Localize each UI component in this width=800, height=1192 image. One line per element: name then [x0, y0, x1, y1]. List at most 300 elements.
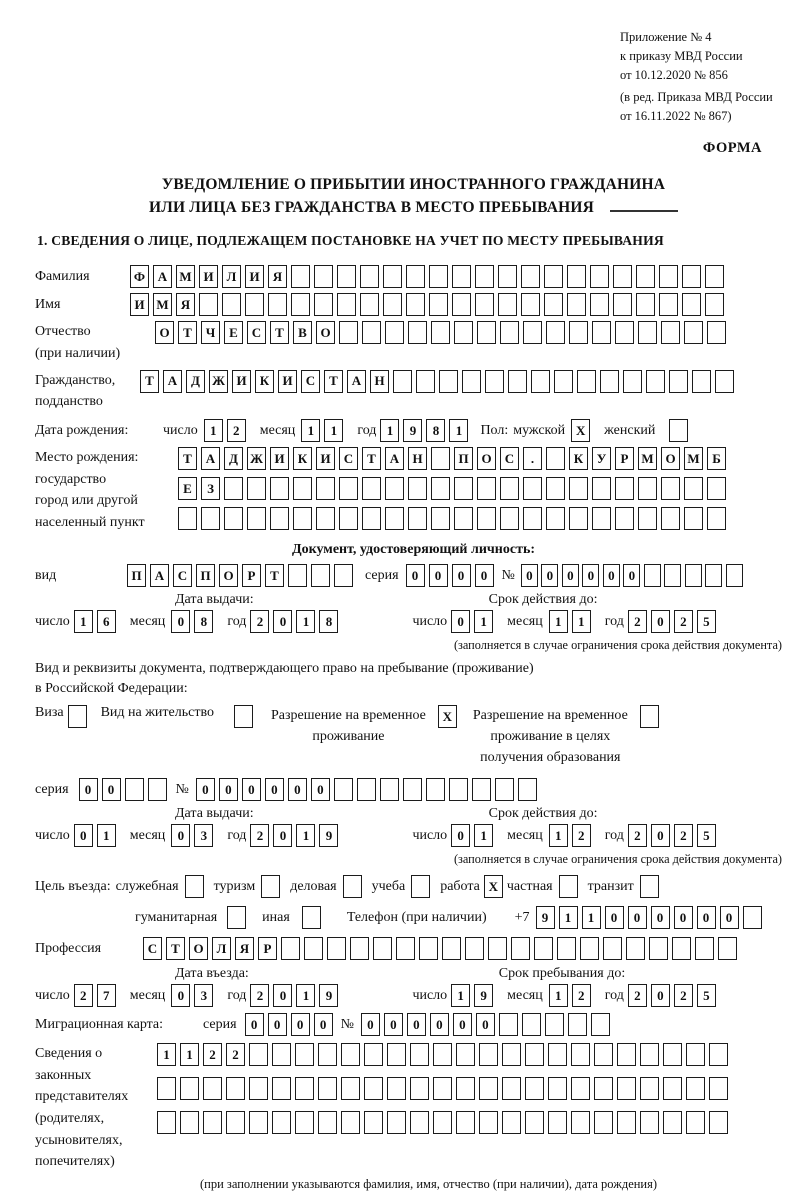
- char-box[interactable]: [406, 293, 425, 316]
- char-box[interactable]: Ч: [201, 321, 220, 344]
- char-box[interactable]: [718, 937, 737, 960]
- char-box[interactable]: 0: [291, 1013, 310, 1036]
- char-box[interactable]: [288, 564, 307, 587]
- char-box[interactable]: Я: [235, 937, 254, 960]
- char-box[interactable]: [511, 937, 530, 960]
- char-box[interactable]: [705, 265, 724, 288]
- char-box[interactable]: [672, 937, 691, 960]
- char-box[interactable]: [341, 1043, 360, 1066]
- char-box[interactable]: [337, 265, 356, 288]
- char-box[interactable]: [571, 1111, 590, 1134]
- char-box[interactable]: [226, 1077, 245, 1100]
- char-box[interactable]: [479, 1111, 498, 1134]
- doc-valid-year-input[interactable]: [628, 610, 720, 633]
- char-box[interactable]: 0: [288, 778, 307, 801]
- char-box[interactable]: [685, 564, 702, 587]
- char-box[interactable]: 0: [273, 984, 292, 1007]
- char-box[interactable]: [590, 293, 609, 316]
- doc-series-input[interactable]: [406, 564, 498, 587]
- char-box[interactable]: [571, 1043, 590, 1066]
- char-box[interactable]: [663, 1077, 682, 1100]
- char-box[interactable]: [709, 1077, 728, 1100]
- char-box[interactable]: [341, 1111, 360, 1134]
- char-box[interactable]: [591, 1013, 610, 1036]
- char-box[interactable]: 2: [674, 824, 693, 847]
- char-box[interactable]: 0: [697, 906, 716, 929]
- char-box[interactable]: 0: [720, 906, 739, 929]
- char-box[interactable]: [726, 564, 743, 587]
- char-box[interactable]: [568, 1013, 587, 1036]
- char-box[interactable]: [500, 321, 519, 344]
- char-box[interactable]: [245, 293, 264, 316]
- char-box[interactable]: [304, 937, 323, 960]
- char-box[interactable]: [523, 477, 542, 500]
- char-box[interactable]: [387, 1111, 406, 1134]
- char-box[interactable]: [360, 265, 379, 288]
- char-box[interactable]: [617, 1111, 636, 1134]
- char-box[interactable]: [567, 265, 586, 288]
- char-box[interactable]: [268, 293, 287, 316]
- char-box[interactable]: 2: [250, 610, 269, 633]
- char-box[interactable]: [534, 937, 553, 960]
- char-box[interactable]: 8: [194, 610, 213, 633]
- char-box[interactable]: [270, 507, 289, 530]
- char-box[interactable]: 0: [475, 564, 494, 587]
- char-box[interactable]: Ж: [209, 370, 228, 393]
- char-box[interactable]: Н: [370, 370, 389, 393]
- birth-place-input-row2[interactable]: [178, 477, 730, 500]
- mig-number-input[interactable]: [361, 1013, 614, 1036]
- char-box[interactable]: 2: [203, 1043, 222, 1066]
- char-box[interactable]: [318, 1077, 337, 1100]
- char-box[interactable]: 2: [250, 984, 269, 1007]
- char-box[interactable]: [431, 321, 450, 344]
- char-box[interactable]: [270, 477, 289, 500]
- char-box[interactable]: Ж: [247, 447, 266, 470]
- char-box[interactable]: [488, 937, 507, 960]
- char-box[interactable]: 1: [559, 906, 578, 929]
- char-box[interactable]: [594, 1043, 613, 1066]
- char-box[interactable]: [433, 1043, 452, 1066]
- phone-input[interactable]: [536, 906, 766, 929]
- char-box[interactable]: Ф: [130, 265, 149, 288]
- char-box[interactable]: .: [523, 447, 542, 470]
- char-box[interactable]: [684, 507, 703, 530]
- char-box[interactable]: [705, 293, 724, 316]
- char-box[interactable]: 0: [453, 1013, 472, 1036]
- temp-residence-edu-checkbox[interactable]: [640, 705, 659, 728]
- char-box[interactable]: [475, 265, 494, 288]
- birth-year-input[interactable]: [380, 419, 472, 442]
- char-box[interactable]: [362, 507, 381, 530]
- char-box[interactable]: 1: [180, 1043, 199, 1066]
- char-box[interactable]: [613, 265, 632, 288]
- char-box[interactable]: [383, 265, 402, 288]
- char-box[interactable]: [508, 370, 527, 393]
- char-box[interactable]: 0: [429, 564, 448, 587]
- char-box[interactable]: [410, 1043, 429, 1066]
- char-box[interactable]: 1: [296, 610, 315, 633]
- char-box[interactable]: И: [278, 370, 297, 393]
- char-box[interactable]: 0: [314, 1013, 333, 1036]
- doc-issue-day-input[interactable]: [74, 610, 120, 633]
- char-box[interactable]: [523, 507, 542, 530]
- char-box[interactable]: 5: [697, 824, 716, 847]
- char-box[interactable]: [499, 1013, 518, 1036]
- char-box[interactable]: [408, 321, 427, 344]
- char-box[interactable]: [272, 1111, 291, 1134]
- char-box[interactable]: [615, 321, 634, 344]
- char-box[interactable]: 0: [171, 610, 190, 633]
- char-box[interactable]: 1: [549, 610, 568, 633]
- char-box[interactable]: [201, 507, 220, 530]
- entry-year-input[interactable]: [250, 984, 342, 1007]
- char-box[interactable]: Р: [615, 447, 634, 470]
- char-box[interactable]: В: [293, 321, 312, 344]
- char-box[interactable]: Р: [258, 937, 277, 960]
- char-box[interactable]: [314, 265, 333, 288]
- res-series-input[interactable]: [79, 778, 171, 801]
- char-box[interactable]: 0: [541, 564, 558, 587]
- purpose-work-checkbox[interactable]: X: [484, 875, 503, 898]
- char-box[interactable]: [373, 937, 392, 960]
- char-box[interactable]: [226, 1111, 245, 1134]
- char-box[interactable]: [293, 477, 312, 500]
- char-box[interactable]: [661, 321, 680, 344]
- char-box[interactable]: С: [143, 937, 162, 960]
- char-box[interactable]: М: [638, 447, 657, 470]
- char-box[interactable]: [709, 1043, 728, 1066]
- char-box[interactable]: [408, 477, 427, 500]
- char-box[interactable]: [682, 293, 701, 316]
- char-box[interactable]: 1: [549, 984, 568, 1007]
- char-box[interactable]: [525, 1043, 544, 1066]
- char-box[interactable]: 1: [582, 906, 601, 929]
- char-box[interactable]: 0: [384, 1013, 403, 1036]
- char-box[interactable]: О: [477, 447, 496, 470]
- legal-reps-input-row1[interactable]: [157, 1043, 732, 1066]
- char-box[interactable]: 8: [319, 610, 338, 633]
- char-box[interactable]: И: [270, 447, 289, 470]
- char-box[interactable]: 0: [102, 778, 121, 801]
- char-box[interactable]: [567, 293, 586, 316]
- res-valid-month-input[interactable]: [549, 824, 595, 847]
- visa-checkbox[interactable]: [68, 705, 87, 728]
- char-box[interactable]: Т: [362, 447, 381, 470]
- char-box[interactable]: Я: [268, 265, 287, 288]
- char-box[interactable]: 0: [651, 906, 670, 929]
- char-box[interactable]: [617, 1043, 636, 1066]
- char-box[interactable]: И: [199, 265, 218, 288]
- char-box[interactable]: [649, 937, 668, 960]
- char-box[interactable]: [626, 937, 645, 960]
- char-box[interactable]: [531, 370, 550, 393]
- char-box[interactable]: 0: [406, 564, 425, 587]
- char-box[interactable]: 2: [674, 610, 693, 633]
- char-box[interactable]: [623, 370, 642, 393]
- char-box[interactable]: [272, 1077, 291, 1100]
- char-box[interactable]: [594, 1077, 613, 1100]
- char-box[interactable]: [157, 1111, 176, 1134]
- char-box[interactable]: [477, 507, 496, 530]
- char-box[interactable]: Д: [186, 370, 205, 393]
- char-box[interactable]: К: [293, 447, 312, 470]
- char-box[interactable]: 7: [97, 984, 116, 1007]
- char-box[interactable]: [454, 477, 473, 500]
- doc-issue-month-input[interactable]: [171, 610, 217, 633]
- char-box[interactable]: [454, 507, 473, 530]
- char-box[interactable]: М: [153, 293, 172, 316]
- surname-input[interactable]: [130, 265, 728, 288]
- char-box[interactable]: [334, 564, 353, 587]
- given-name-input[interactable]: [130, 293, 728, 316]
- char-box[interactable]: [500, 507, 519, 530]
- char-box[interactable]: К: [255, 370, 274, 393]
- res-issue-day-input[interactable]: [74, 824, 120, 847]
- char-box[interactable]: 1: [301, 419, 320, 442]
- char-box[interactable]: 0: [430, 1013, 449, 1036]
- char-box[interactable]: [569, 507, 588, 530]
- char-box[interactable]: 2: [227, 419, 246, 442]
- char-box[interactable]: [364, 1077, 383, 1100]
- char-box[interactable]: П: [127, 564, 146, 587]
- char-box[interactable]: И: [245, 265, 264, 288]
- char-box[interactable]: 0: [582, 564, 599, 587]
- char-box[interactable]: [403, 778, 422, 801]
- char-box[interactable]: [431, 507, 450, 530]
- char-box[interactable]: [327, 937, 346, 960]
- char-box[interactable]: [272, 1043, 291, 1066]
- char-box[interactable]: [661, 477, 680, 500]
- char-box[interactable]: Т: [324, 370, 343, 393]
- char-box[interactable]: [439, 370, 458, 393]
- char-box[interactable]: Н: [408, 447, 427, 470]
- char-box[interactable]: 6: [97, 610, 116, 633]
- char-box[interactable]: [577, 370, 596, 393]
- char-box[interactable]: 2: [250, 824, 269, 847]
- stay-year-input[interactable]: [628, 984, 720, 1007]
- char-box[interactable]: 1: [549, 824, 568, 847]
- char-box[interactable]: [544, 265, 563, 288]
- char-box[interactable]: [360, 293, 379, 316]
- char-box[interactable]: И: [316, 447, 335, 470]
- char-box[interactable]: 2: [572, 824, 591, 847]
- char-box[interactable]: 0: [521, 564, 538, 587]
- char-box[interactable]: [590, 265, 609, 288]
- char-box[interactable]: 3: [194, 824, 213, 847]
- char-box[interactable]: [686, 1043, 705, 1066]
- char-box[interactable]: [707, 507, 726, 530]
- char-box[interactable]: Д: [224, 447, 243, 470]
- char-box[interactable]: [638, 477, 657, 500]
- char-box[interactable]: [364, 1043, 383, 1066]
- char-box[interactable]: [743, 906, 762, 929]
- char-box[interactable]: [707, 477, 726, 500]
- char-box[interactable]: 1: [451, 984, 470, 1007]
- char-box[interactable]: [592, 507, 611, 530]
- char-box[interactable]: [686, 1077, 705, 1100]
- char-box[interactable]: [316, 507, 335, 530]
- char-box[interactable]: [433, 1077, 452, 1100]
- char-box[interactable]: [479, 1077, 498, 1100]
- char-box[interactable]: [380, 778, 399, 801]
- char-box[interactable]: [554, 370, 573, 393]
- char-box[interactable]: [557, 937, 576, 960]
- char-box[interactable]: Б: [707, 447, 726, 470]
- char-box[interactable]: [545, 1013, 564, 1036]
- char-box[interactable]: [571, 1077, 590, 1100]
- doc-number-input[interactable]: [521, 564, 747, 587]
- char-box[interactable]: 2: [74, 984, 93, 1007]
- char-box[interactable]: [661, 507, 680, 530]
- char-box[interactable]: А: [201, 447, 220, 470]
- char-box[interactable]: [293, 507, 312, 530]
- char-box[interactable]: [705, 564, 722, 587]
- patronymic-input[interactable]: [155, 321, 730, 344]
- char-box[interactable]: [521, 293, 540, 316]
- char-box[interactable]: [546, 477, 565, 500]
- char-box[interactable]: [462, 370, 481, 393]
- char-box[interactable]: [456, 1043, 475, 1066]
- char-box[interactable]: 0: [407, 1013, 426, 1036]
- char-box[interactable]: 0: [605, 906, 624, 929]
- doc-issue-year-input[interactable]: [250, 610, 342, 633]
- char-box[interactable]: [715, 370, 734, 393]
- char-box[interactable]: [410, 1111, 429, 1134]
- char-box[interactable]: [592, 321, 611, 344]
- char-box[interactable]: [339, 321, 358, 344]
- purpose-study-checkbox[interactable]: [411, 875, 430, 898]
- char-box[interactable]: [431, 477, 450, 500]
- char-box[interactable]: [669, 370, 688, 393]
- char-box[interactable]: З: [201, 477, 220, 500]
- char-box[interactable]: 2: [572, 984, 591, 1007]
- char-box[interactable]: 0: [171, 984, 190, 1007]
- char-box[interactable]: [337, 293, 356, 316]
- char-box[interactable]: [485, 370, 504, 393]
- purpose-other-checkbox[interactable]: [302, 906, 321, 929]
- char-box[interactable]: 0: [273, 824, 292, 847]
- char-box[interactable]: 0: [171, 824, 190, 847]
- char-box[interactable]: [199, 293, 218, 316]
- char-box[interactable]: [495, 778, 514, 801]
- char-box[interactable]: 0: [219, 778, 238, 801]
- char-box[interactable]: 2: [226, 1043, 245, 1066]
- char-box[interactable]: 0: [623, 564, 640, 587]
- birth-day-input[interactable]: [204, 419, 250, 442]
- char-box[interactable]: [709, 1111, 728, 1134]
- char-box[interactable]: П: [454, 447, 473, 470]
- char-box[interactable]: [525, 1077, 544, 1100]
- char-box[interactable]: [580, 937, 599, 960]
- char-box[interactable]: [385, 321, 404, 344]
- char-box[interactable]: [396, 937, 415, 960]
- char-box[interactable]: [203, 1111, 222, 1134]
- char-box[interactable]: 9: [536, 906, 555, 929]
- char-box[interactable]: С: [339, 447, 358, 470]
- char-box[interactable]: [477, 477, 496, 500]
- char-box[interactable]: [640, 1077, 659, 1100]
- char-box[interactable]: П: [196, 564, 215, 587]
- char-box[interactable]: [316, 477, 335, 500]
- char-box[interactable]: М: [684, 447, 703, 470]
- char-box[interactable]: [157, 1077, 176, 1100]
- purpose-tourism-checkbox[interactable]: [261, 875, 280, 898]
- char-box[interactable]: Т: [140, 370, 159, 393]
- char-box[interactable]: [452, 293, 471, 316]
- char-box[interactable]: [222, 293, 241, 316]
- char-box[interactable]: [383, 293, 402, 316]
- char-box[interactable]: 1: [324, 419, 343, 442]
- char-box[interactable]: Р: [242, 564, 261, 587]
- char-box[interactable]: А: [385, 447, 404, 470]
- char-box[interactable]: [339, 477, 358, 500]
- char-box[interactable]: [357, 778, 376, 801]
- char-box[interactable]: [387, 1043, 406, 1066]
- char-box[interactable]: [502, 1043, 521, 1066]
- char-box[interactable]: [429, 293, 448, 316]
- temp-residence-checkbox[interactable]: X: [438, 705, 457, 728]
- char-box[interactable]: 0: [265, 778, 284, 801]
- char-box[interactable]: [318, 1043, 337, 1066]
- char-box[interactable]: 0: [603, 564, 620, 587]
- char-box[interactable]: [475, 293, 494, 316]
- char-box[interactable]: 1: [74, 610, 93, 633]
- char-box[interactable]: 0: [245, 1013, 264, 1036]
- legal-reps-input-row3[interactable]: [157, 1111, 732, 1134]
- char-box[interactable]: 0: [651, 610, 670, 633]
- char-box[interactable]: 0: [196, 778, 215, 801]
- citizenship-input[interactable]: [140, 370, 738, 393]
- char-box[interactable]: [385, 477, 404, 500]
- char-box[interactable]: [636, 293, 655, 316]
- char-box[interactable]: [125, 778, 144, 801]
- char-box[interactable]: [419, 937, 438, 960]
- purpose-official-checkbox[interactable]: [185, 875, 204, 898]
- char-box[interactable]: С: [247, 321, 266, 344]
- char-box[interactable]: [638, 507, 657, 530]
- char-box[interactable]: 1: [97, 824, 116, 847]
- char-box[interactable]: И: [130, 293, 149, 316]
- char-box[interactable]: О: [661, 447, 680, 470]
- char-box[interactable]: [318, 1111, 337, 1134]
- char-box[interactable]: [600, 370, 619, 393]
- char-box[interactable]: [617, 1077, 636, 1100]
- char-box[interactable]: [295, 1111, 314, 1134]
- char-box[interactable]: 0: [476, 1013, 495, 1036]
- char-box[interactable]: 1: [204, 419, 223, 442]
- char-box[interactable]: [521, 265, 540, 288]
- char-box[interactable]: 2: [628, 984, 647, 1007]
- char-box[interactable]: 3: [194, 984, 213, 1007]
- birth-place-input-row1[interactable]: [178, 447, 730, 470]
- char-box[interactable]: [454, 321, 473, 344]
- char-box[interactable]: [334, 778, 353, 801]
- char-box[interactable]: У: [592, 447, 611, 470]
- char-box[interactable]: [640, 1111, 659, 1134]
- char-box[interactable]: 0: [311, 778, 330, 801]
- char-box[interactable]: [148, 778, 167, 801]
- char-box[interactable]: 1: [572, 610, 591, 633]
- char-box[interactable]: [408, 507, 427, 530]
- char-box[interactable]: [295, 1077, 314, 1100]
- char-box[interactable]: [314, 293, 333, 316]
- char-box[interactable]: [456, 1111, 475, 1134]
- char-box[interactable]: [224, 477, 243, 500]
- char-box[interactable]: А: [153, 265, 172, 288]
- birth-place-input-row3[interactable]: [178, 507, 730, 530]
- char-box[interactable]: 0: [361, 1013, 380, 1036]
